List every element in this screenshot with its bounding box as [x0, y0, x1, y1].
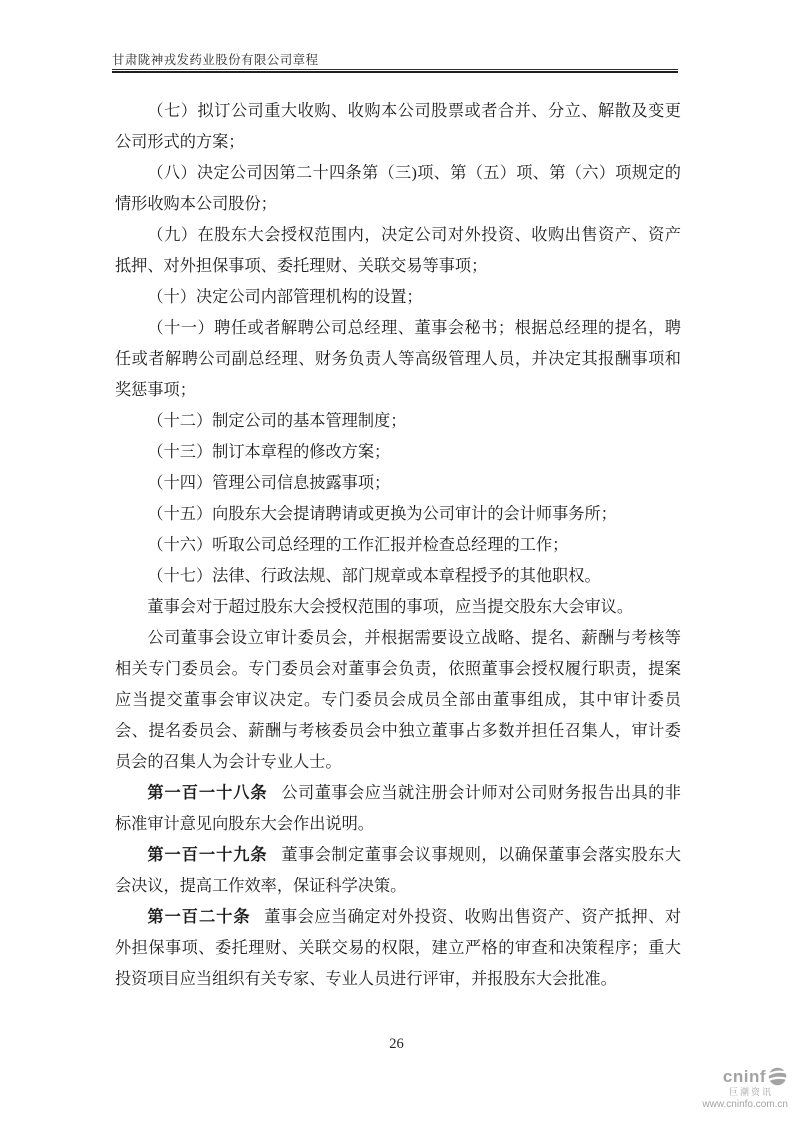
cninfo-globe-icon	[767, 1066, 788, 1087]
paragraph: 第一百一十八条 公司董事会应当就注册会计师对公司财务报告出具的非标准审计意见向股东大会作出说明。	[115, 784, 681, 833]
paragraph: （十二）制定公司的基本管理制度；	[147, 412, 407, 430]
paragraph: 董事会对于超过股东大会授权范围的事项，应当提交股东大会审议。	[147, 598, 634, 616]
paragraph: （十三）制订本章程的修改方案；	[147, 443, 391, 461]
article-number: 第一百二十条	[147, 908, 251, 926]
page-header	[112, 53, 678, 73]
paragraph: （十七）法律、行政法规、部门规章或本章程授予的其他职权。	[147, 567, 601, 585]
article-number: 第一百一十八条	[147, 784, 268, 802]
paragraph: （十六）听取公司总经理的工作汇报并检查总经理的工作；	[147, 536, 569, 554]
paragraph: （十五）向股东大会提请聘请或更换为公司审计的会计师事务所；	[147, 505, 617, 523]
cninfo-watermark	[698, 1066, 788, 1111]
cninfo-brand-text: cninf	[722, 1066, 766, 1086]
header-rule	[112, 69, 678, 73]
paragraph: （十）决定公司内部管理机构的设置；	[147, 288, 423, 306]
page-number: 26	[389, 1036, 404, 1052]
header-title: 甘肃陇神戎发药业股份有限公司章程	[112, 53, 319, 67]
paragraph: （九）在股东大会授权范围内，决定公司对外投资、收购出售资产、资产抵押、对外担保事项、委托理财、关联交易等事项；	[115, 226, 681, 275]
document-body	[115, 96, 681, 995]
paragraph: （七）拟订公司重大收购、收购本公司股票或者合并、分立、解散及变更公司形式的方案；	[115, 102, 681, 151]
cninfo-chinese-name: 巨潮资讯	[728, 1087, 773, 1097]
cninfo-wordmark	[698, 1066, 788, 1087]
paragraph: 第一百二十条 董事会应当确定对外投资、收购出售资产、资产抵押、对外担保事项、委托理财、关联交易的权限，建立严格的审查和决策程序；重大投资项目应当组织有关专家、专业人员进行评审，并报股东大会批准。	[115, 908, 682, 988]
paragraph: 公司董事会设立审计委员会，并根据需要设立战略、提名、薪酬与考核等相关专门委员会。专门委员会对董事会负责，依照董事会授权履行职责，提案应当提交董事会审议决定。专门委员会成员全部由董事组成，其中审计委员会、提名委员会、薪酬与考核委员会中独立董事占多数并担任召集人，审计委员会的召集人为会计专业人士。	[115, 629, 681, 771]
paragraph: 第一百一十九条 董事会制定董事会议事规则，以确保董事会落实股东大会决议，提高工作效率，保证科学决策。	[115, 846, 681, 895]
paragraph: （八）决定公司因第二十四条第（三)项、第（五）项、第（六）项规定的情形收购本公司股份；	[115, 164, 681, 213]
paragraph: （十四）管理公司信息披露事项；	[147, 474, 391, 492]
cninfo-url: www.cninfo.com.cn	[702, 1099, 788, 1110]
article-number: 第一百一十九条	[147, 846, 268, 864]
paragraph: （十一）聘任或者解聘公司总经理、董事会秘书；根据总经理的提名，聘任或者解聘公司副总经理、财务负责人等高级管理人员，并决定其报酬事项和奖惩事项；	[115, 319, 681, 399]
